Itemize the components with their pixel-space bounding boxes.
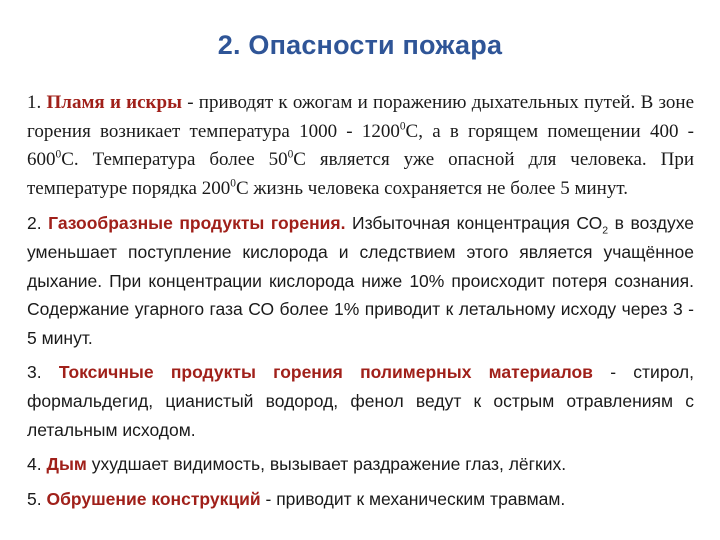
item-keyword: Обрушение конструкций	[46, 488, 261, 509]
item-keyword: Газообразные продукты горения.	[48, 213, 346, 234]
item-text: - приводят к ожогам и поражению дыхательных путей. В зоне горения возникает температура 1000 - 1200	[27, 92, 695, 142]
item-text: - стирол, формальдегид, цианистый водород, фенол ведут к острым отравлениям с летальным исходом.	[27, 362, 694, 440]
item-text: С. Температура более 50	[61, 149, 288, 171]
item-keyword: Пламя и искры	[46, 92, 182, 113]
chemical-subscript: 2	[602, 224, 609, 237]
item-text: С жизнь человека сохраняется не более 5 минут.	[235, 177, 628, 199]
item-text: С, а в горящем помещении 400 - 600	[27, 120, 694, 171]
content-body	[27, 89, 694, 519]
hazard-item-2	[27, 209, 694, 352]
item-keyword: Токсичные продукты горения полимерных материалов	[58, 362, 593, 383]
item-text: С является уже опасной для человека. При температуре порядка 200	[27, 149, 694, 199]
item-text: в воздухе уменьшает поступление кислорода и следствием этого является учащённое дыхание. При концентрации кислорода ниже 10% происходит потеря сознания. Содержание угарного газа СО более 1% приводит к летальному исходу через 3 - 5 минут.	[27, 213, 694, 348]
item-number: 4.	[27, 454, 42, 475]
item-number: 3.	[27, 362, 42, 383]
degree-superscript: 0	[230, 177, 236, 190]
hazard-item-5	[27, 485, 694, 514]
item-number: 2.	[27, 213, 42, 234]
item-text: ухудшает видимость, вызывает раздражение глаз, лёгких.	[86, 454, 567, 475]
item-text: - приводит к механическим травмам.	[260, 488, 566, 509]
hazard-item-4	[27, 450, 694, 479]
item-text: Избыточная концентрация СО	[345, 213, 603, 234]
hazard-item-3	[27, 358, 694, 444]
item-number: 5.	[27, 488, 42, 509]
degree-superscript: 0	[55, 148, 62, 161]
item-keyword: Дым	[46, 454, 87, 475]
hazard-item-1	[27, 89, 694, 203]
degree-superscript: 0	[399, 120, 406, 133]
degree-superscript: 0	[287, 148, 294, 161]
item-number: 1.	[27, 92, 42, 113]
slide-title: 2. Опасности пожара	[217, 30, 503, 60]
